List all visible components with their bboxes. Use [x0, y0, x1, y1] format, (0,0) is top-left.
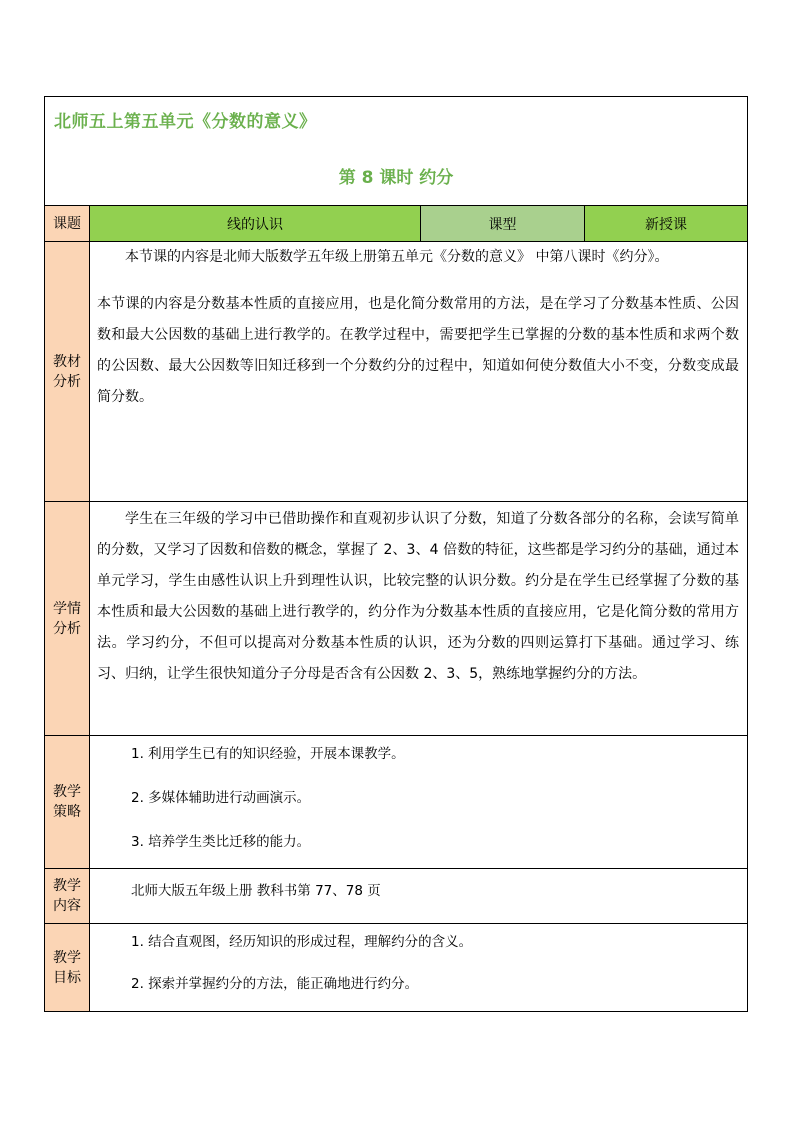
students-text: [97, 504, 739, 690]
type-label: 课型: [488, 216, 517, 233]
students-row: [45, 501, 747, 735]
students-paragraph: 学生在三年级的学习中已借助操作和直观初步认识了分数，知道了分数各部分的名称，会读写简单的分数，又学习了因数和倍数的概念，掌握了 2、3、4 倍数的特征，这些都是学习约分的基础，通过本单元学习，学生由感性认识上升到理性认识，比较完整的认识分数。约分是在学生已经掌握了分数的基本性质和最大公因数的基础上进行教学的，约分作为分数基本性质的直接应用，它是化简分数的常用方法。学习约分，不但可以提高对分数基本性质的认识，还为分数的四则运算打下基础。通过学习、练习、归纳，让学生很快知道分子分母是否含有公因数 2、3、5，熟练地掌握约分的方法。: [97, 511, 739, 682]
material-label-cell: [45, 242, 90, 501]
lesson-title: 第 8 课时 约分: [338, 168, 454, 188]
strategy-item: 3. 培养学生类比迁移的能力。: [131, 834, 311, 850]
material-text: [97, 242, 739, 413]
topic-label-cell: [45, 206, 90, 241]
type-label-cell: [421, 206, 585, 241]
goal-item: 1. 结合直观图，经历知识的形成过程，理解约分的含义。: [131, 934, 473, 950]
strategy-list: [131, 742, 405, 874]
content-row: [45, 868, 747, 923]
lesson-plan-table: [44, 96, 748, 1012]
strategy-label-cell: [45, 736, 90, 868]
goals-row: [45, 923, 747, 1011]
topic-value: 线的认识: [227, 216, 283, 233]
material-paragraph-1: 本节课的内容是北师大版数学五年级上册第五单元《分数的意义》 中第八课时《约分》。: [125, 249, 669, 265]
topic-row: [45, 205, 747, 241]
document-title: 北师五上第五单元《分数的意义》: [54, 112, 317, 132]
goals-list: [131, 930, 472, 1014]
topic-label: 课题: [53, 215, 81, 232]
topic-value-cell: [90, 206, 421, 241]
material-label: 教材分析: [53, 353, 81, 390]
content-text: 北师大版五年级上册 教科书第 77、78 页: [131, 883, 381, 899]
content-label-cell: [45, 869, 90, 923]
students-label-cell: [45, 502, 90, 735]
type-value-cell: [585, 206, 747, 241]
type-value: 新授课: [645, 216, 687, 233]
strategy-label: 教学策略: [53, 784, 81, 820]
material-paragraph-2: 本节课的内容是分数基本性质的直接应用，也是化简分数常用的方法，是在学习了分数基本性质、公因数和最大公因数的基础上进行教学的。在教学过程中，需要把学生已掌握的分数的基本性质和求两个数的公因数、最大公因数等旧知迁移到一个分数约分的过程中，知道如何使分数值大小不变，分数变成最简分数。: [97, 296, 739, 405]
strategy-item: 1. 利用学生已有的知识经验，开展本课教学。: [131, 746, 405, 762]
strategy-row: [45, 735, 747, 868]
header-row: [45, 97, 747, 205]
material-row: [45, 241, 747, 501]
goals-label-cell: [45, 924, 90, 1011]
goals-label: 教学目标: [53, 949, 81, 986]
strategy-item: 2. 多媒体辅助进行动画演示。: [131, 790, 311, 806]
students-label: 学情分析: [53, 600, 81, 637]
goal-item: 2. 探索并掌握约分的方法，能正确地进行约分。: [131, 976, 419, 992]
content-label: 教学内容: [53, 878, 81, 914]
